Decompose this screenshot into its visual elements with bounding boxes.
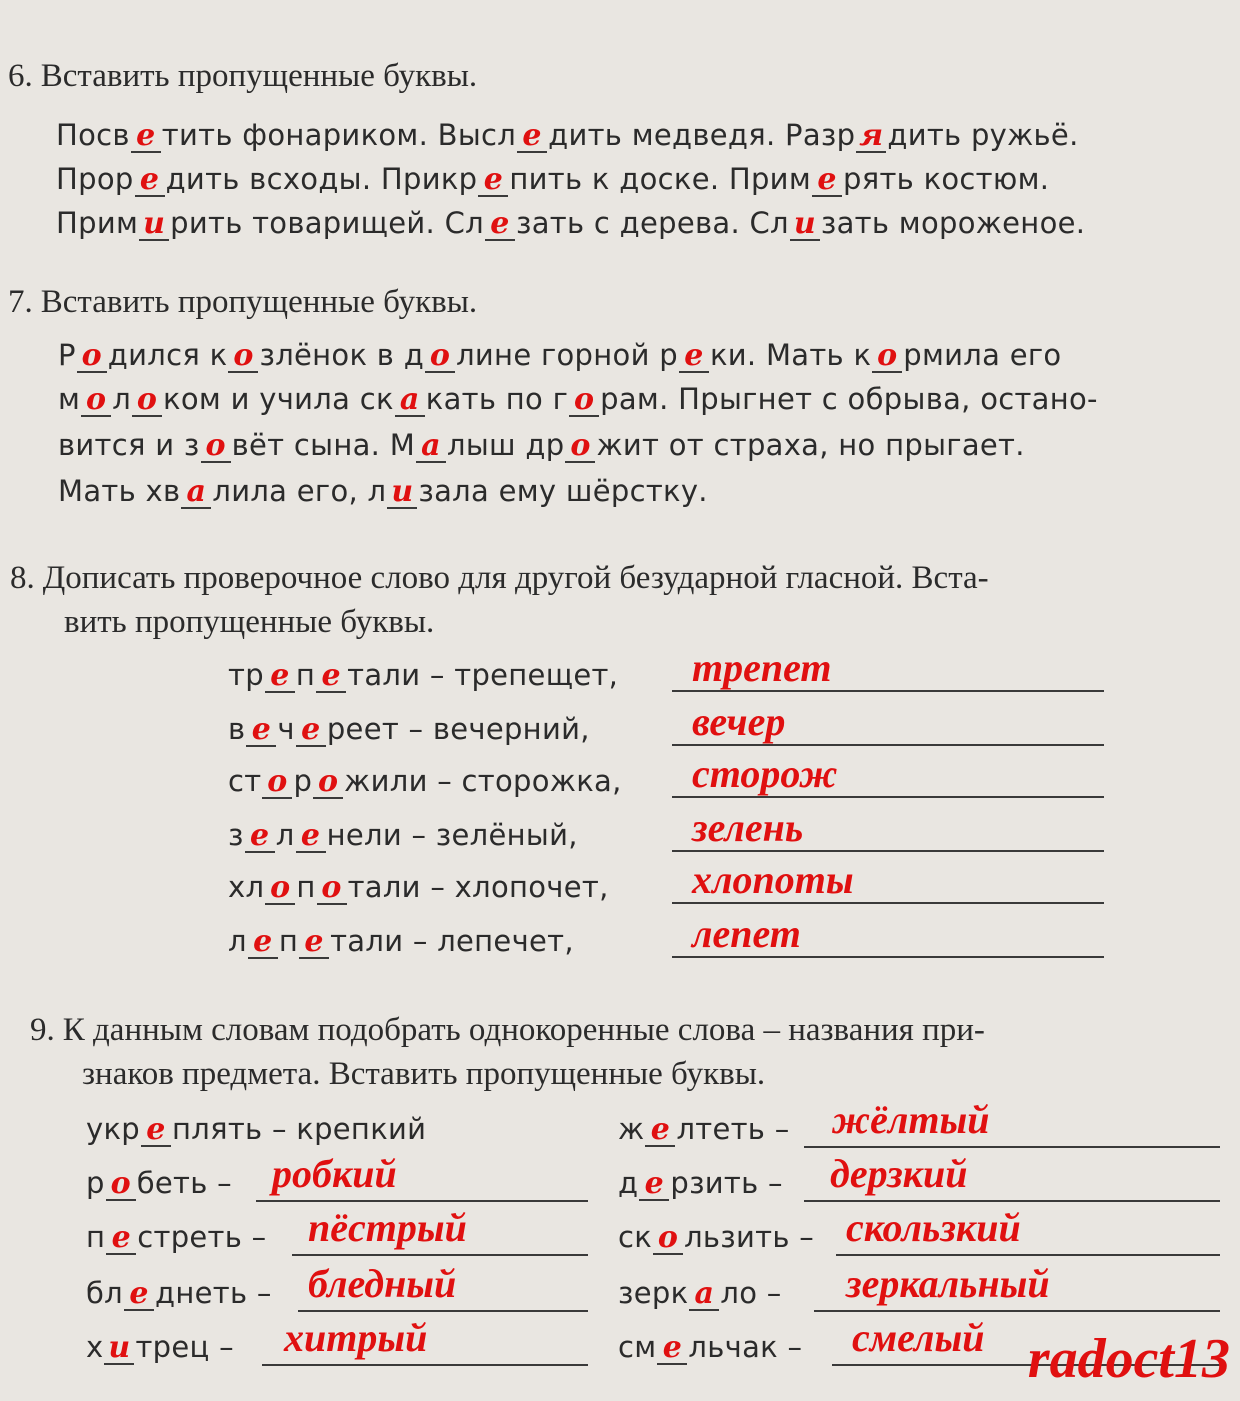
- text-fragment: р: [86, 1166, 105, 1200]
- sentence-line: [58, 428, 1025, 463]
- handwritten-answer: трепет: [692, 645, 832, 690]
- text-fragment: ки. Мать к: [709, 338, 872, 372]
- inserted-letter: о: [657, 1220, 679, 1255]
- handwritten-answer: бледный: [308, 1261, 457, 1306]
- blank-with-answer: [132, 382, 162, 417]
- text-fragment: льзить –: [684, 1220, 815, 1254]
- inserted-letter: е: [146, 1112, 166, 1147]
- inserted-letter: е: [644, 1166, 665, 1201]
- inserted-letter: е: [483, 162, 504, 197]
- text-fragment: рзить –: [670, 1166, 783, 1200]
- blank-with-answer: [139, 206, 169, 241]
- blank-with-answer: [246, 712, 276, 747]
- text-fragment: зать с дерева. Сл: [515, 206, 789, 240]
- exercise-title: К данным словам подобрать однокоренные слова – названия при-: [62, 1012, 985, 1048]
- text-fragment: лтеть –: [676, 1112, 790, 1146]
- inserted-letter: е: [650, 1112, 671, 1147]
- text-fragment: льчак –: [688, 1330, 803, 1364]
- inserted-letter: е: [304, 924, 324, 959]
- blank-with-answer: [317, 870, 347, 905]
- inserted-letter: о: [205, 428, 226, 463]
- exercise-8-heading-cont: [64, 604, 434, 641]
- inserted-letter: и: [108, 1330, 131, 1365]
- text-fragment: тали – хлопочет,: [347, 870, 609, 904]
- inserted-letter: е: [129, 1276, 149, 1311]
- check-word-row: [228, 924, 574, 959]
- handwritten-answer: лепет: [692, 911, 801, 956]
- inserted-letter: о: [318, 764, 339, 799]
- word-row-right: [618, 1276, 782, 1311]
- inserted-letter: а: [421, 428, 441, 463]
- blank-with-answer: [181, 474, 211, 509]
- text-fragment: Прим: [56, 206, 139, 240]
- text-fragment: зать мороженое.: [820, 206, 1086, 240]
- exercise-title: Вставить пропущенные буквы.: [40, 58, 478, 94]
- blank-with-answer: [296, 712, 326, 747]
- blank-with-answer: [639, 1166, 669, 1201]
- word-row-left: [86, 1166, 232, 1201]
- word-row-left: [86, 1330, 234, 1365]
- inserted-letter: е: [111, 1220, 131, 1255]
- text-fragment: пить к доске. Прим: [509, 162, 812, 196]
- text-fragment: тали – лепечет,: [330, 924, 574, 958]
- blank-with-answer: [81, 382, 111, 417]
- blank-with-answer: [790, 206, 820, 241]
- exercise-title: Вставить пропущенные буквы.: [40, 284, 478, 320]
- inserted-letter: о: [570, 428, 591, 463]
- inserted-letter: и: [391, 474, 414, 509]
- text-fragment: Прор: [56, 162, 134, 196]
- text-fragment: лила его, л: [212, 474, 387, 508]
- blank-with-answer: [106, 1220, 136, 1255]
- watermark-signature: radoct13: [1027, 1328, 1230, 1390]
- inserted-letter: е: [321, 658, 341, 693]
- text-fragment: лине горной р: [456, 338, 678, 372]
- text-fragment: Мать хв: [58, 474, 181, 508]
- handwritten-answer: жёлтый: [832, 1097, 990, 1142]
- inserted-letter: е: [136, 118, 156, 153]
- text-fragment: дить всходы. Прикр: [165, 162, 478, 196]
- inserted-letter: а: [399, 382, 420, 417]
- exercise-6-heading: [8, 58, 477, 95]
- word-row-right: [618, 1112, 790, 1147]
- inserted-letter: е: [662, 1330, 683, 1365]
- text-fragment: л: [112, 382, 132, 416]
- handwritten-answer: зеркальный: [846, 1261, 1050, 1306]
- sentence-line: [58, 338, 1061, 373]
- text-fragment: лыш др: [447, 428, 565, 462]
- inserted-letter: о: [110, 1166, 131, 1201]
- exercise-title-cont: вить пропущенные буквы.: [64, 604, 435, 640]
- blank-with-answer: [296, 818, 326, 853]
- handwritten-answer: пёстрый: [308, 1205, 467, 1250]
- text-fragment: трец –: [135, 1330, 234, 1364]
- blank-with-answer: [425, 338, 455, 373]
- text-fragment: в: [228, 712, 246, 746]
- word-row-left: [86, 1276, 272, 1311]
- inserted-letter: е: [684, 338, 704, 373]
- blank-with-answer: [856, 118, 886, 153]
- blank-with-answer: [689, 1276, 719, 1311]
- sentence-line: [56, 162, 1049, 197]
- text-fragment: тр: [228, 658, 264, 692]
- blank-with-answer: [565, 428, 595, 463]
- text-fragment: беть –: [136, 1166, 232, 1200]
- exercise-9-heading-cont: [82, 1056, 765, 1093]
- inserted-letter: о: [270, 870, 291, 905]
- inserted-letter: о: [86, 382, 107, 417]
- text-fragment: ч: [277, 712, 295, 746]
- inserted-letter: е: [270, 658, 290, 693]
- inserted-letter: я: [859, 118, 884, 153]
- sentence-line: [56, 118, 1079, 153]
- blank-with-answer: [478, 162, 508, 197]
- text-fragment: тали – трепещет,: [347, 658, 619, 692]
- exercise-7-heading: [8, 284, 477, 321]
- blank-with-answer: [387, 474, 417, 509]
- inserted-letter: е: [250, 818, 270, 853]
- answer-underline: [292, 1254, 588, 1256]
- inserted-letter: о: [233, 338, 254, 373]
- blank-with-answer: [265, 658, 295, 693]
- inserted-letter: о: [573, 382, 595, 417]
- text-fragment: нели – зелёный,: [326, 818, 578, 852]
- text-fragment: вится и з: [58, 428, 200, 462]
- handwritten-answer: хитрый: [284, 1315, 428, 1360]
- inserted-letter: е: [251, 712, 272, 747]
- inserted-letter: е: [301, 712, 321, 747]
- blank-with-answer: [265, 870, 295, 905]
- exercise-8-heading: [10, 560, 989, 597]
- answer-underline: [262, 1364, 588, 1366]
- text-fragment: зала ему шёрстку.: [418, 474, 708, 508]
- blank-with-answer: [645, 1112, 675, 1147]
- text-fragment: злёнок в д: [259, 338, 425, 372]
- blank-with-answer: [201, 428, 231, 463]
- check-word-row: [228, 870, 609, 905]
- text-fragment: п: [295, 658, 316, 692]
- check-word-row: [228, 818, 578, 853]
- sentence-line: [58, 474, 708, 509]
- text-fragment: ж: [618, 1112, 645, 1146]
- text-fragment: дить медведя. Разр: [548, 118, 856, 152]
- text-fragment: кать по г: [425, 382, 569, 416]
- inserted-letter: е: [253, 924, 273, 959]
- handwritten-answer: робкий: [272, 1151, 397, 1196]
- blank-with-answer: [141, 1112, 171, 1147]
- blank-with-answer: [135, 162, 165, 197]
- text-fragment: д: [618, 1166, 639, 1200]
- blank-with-answer: [812, 162, 842, 197]
- answer-underline: [298, 1310, 588, 1312]
- inserted-letter: о: [81, 338, 102, 373]
- text-fragment: л: [275, 818, 295, 852]
- handwritten-answer: сторож: [692, 751, 838, 796]
- sentence-line: [56, 206, 1085, 241]
- blank-with-answer: [653, 1220, 683, 1255]
- text-fragment: х: [86, 1330, 104, 1364]
- blank-with-answer: [262, 764, 292, 799]
- answer-underline: [804, 1200, 1220, 1202]
- inserted-letter: о: [136, 382, 158, 417]
- blank-with-answer: [395, 382, 425, 417]
- handwritten-answer: смелый: [852, 1315, 985, 1360]
- blank-with-answer: [517, 118, 547, 153]
- text-fragment: зерк: [618, 1276, 689, 1310]
- text-fragment: л: [228, 924, 247, 958]
- exercise-number: 6.: [8, 58, 33, 94]
- answer-underline: [256, 1200, 588, 1202]
- text-fragment: Посв: [56, 118, 130, 152]
- text-fragment: вёт сына. М: [231, 428, 416, 462]
- inserted-letter: о: [877, 338, 898, 373]
- text-fragment: укр: [86, 1112, 140, 1146]
- handwritten-answer: зелень: [692, 805, 804, 850]
- blank-with-answer: [872, 338, 902, 373]
- blank-with-answer: [228, 338, 258, 373]
- text-fragment: хл: [228, 870, 265, 904]
- blank-with-answer: [679, 338, 709, 373]
- inserted-letter: а: [186, 474, 207, 509]
- handwritten-answer: хлопоты: [692, 857, 854, 902]
- text-fragment: п: [278, 924, 299, 958]
- blank-with-answer: [77, 338, 107, 373]
- blank-with-answer: [569, 382, 599, 417]
- text-fragment: рам. Прыгнет с обрыва, остано-: [600, 382, 1098, 416]
- inserted-letter: а: [694, 1276, 715, 1311]
- exercise-number: 7.: [8, 284, 33, 320]
- handwritten-answer: дерзкий: [830, 1151, 968, 1196]
- text-fragment: Р: [58, 338, 76, 372]
- word-row-right: [618, 1330, 802, 1365]
- text-fragment: м: [58, 382, 81, 416]
- text-fragment: бл: [86, 1276, 124, 1310]
- inserted-letter: о: [321, 870, 342, 905]
- text-fragment: р: [293, 764, 313, 798]
- exercise-title-cont: знаков предмета. Вставить пропущенные буквы.: [82, 1056, 766, 1092]
- blank-with-answer: [416, 428, 446, 463]
- exercise-number: 8.: [10, 560, 35, 596]
- blank-with-answer: [124, 1276, 154, 1311]
- check-word-row: [228, 658, 618, 693]
- text-fragment: п: [296, 870, 316, 904]
- inserted-letter: и: [143, 206, 166, 241]
- inserted-letter: е: [490, 206, 510, 241]
- text-fragment: реет – вечерний,: [326, 712, 590, 746]
- inserted-letter: е: [817, 162, 837, 197]
- text-fragment: ск: [618, 1220, 653, 1254]
- answer-underline: [836, 1254, 1220, 1256]
- text-fragment: см: [618, 1330, 657, 1364]
- word-row-right: [618, 1166, 783, 1201]
- handwritten-answer: скользкий: [846, 1205, 1021, 1250]
- text-fragment: п: [86, 1220, 106, 1254]
- text-fragment: ло –: [720, 1276, 782, 1310]
- inserted-letter: е: [522, 118, 542, 153]
- text-fragment: жит от страха, но прыгает.: [596, 428, 1025, 462]
- text-fragment: тить фонариком. Высл: [161, 118, 517, 152]
- inserted-letter: е: [139, 162, 160, 197]
- blank-with-answer: [485, 206, 515, 241]
- text-fragment: стреть –: [137, 1220, 267, 1254]
- inserted-letter: е: [300, 818, 321, 853]
- check-word-row: [228, 764, 622, 799]
- answer-underline: [804, 1146, 1220, 1148]
- text-fragment: днеть –: [155, 1276, 272, 1310]
- handwritten-answer: вечер: [692, 699, 786, 744]
- check-word-row: [228, 712, 590, 747]
- blank-with-answer: [248, 924, 278, 959]
- exercise-number: 9.: [30, 1012, 55, 1048]
- blank-with-answer: [299, 924, 329, 959]
- blank-with-answer: [313, 764, 343, 799]
- inserted-letter: о: [267, 764, 288, 799]
- answer-underline: [814, 1310, 1220, 1312]
- text-fragment: дить ружьё.: [887, 118, 1079, 152]
- blank-with-answer: [316, 658, 346, 693]
- sentence-line: [58, 382, 1098, 417]
- text-fragment: ст: [228, 764, 262, 798]
- text-fragment: рять костюм.: [843, 162, 1050, 196]
- exercise-title: Дописать проверочное слово для другой безударной гласной. Вста-: [42, 560, 989, 596]
- blank-with-answer: [657, 1330, 687, 1365]
- blank-with-answer: [131, 118, 161, 153]
- word-row-right: [618, 1220, 814, 1255]
- text-fragment: жили – сторожка,: [344, 764, 622, 798]
- text-fragment: з: [228, 818, 244, 852]
- text-fragment: дился к: [107, 338, 228, 372]
- word-row-left: [86, 1220, 266, 1255]
- text-fragment: рить товарищей. Сл: [170, 206, 484, 240]
- exercise-9-heading: [30, 1012, 985, 1049]
- text-fragment: ком и учила ск: [163, 382, 394, 416]
- text-fragment: рмила его: [903, 338, 1062, 372]
- blank-with-answer: [106, 1166, 136, 1201]
- inserted-letter: и: [793, 206, 816, 241]
- inserted-letter: о: [429, 338, 451, 373]
- blank-with-answer: [245, 818, 275, 853]
- text-fragment: плять – крепкий: [172, 1112, 427, 1146]
- word-row-left: [86, 1112, 426, 1147]
- blank-with-answer: [104, 1330, 134, 1365]
